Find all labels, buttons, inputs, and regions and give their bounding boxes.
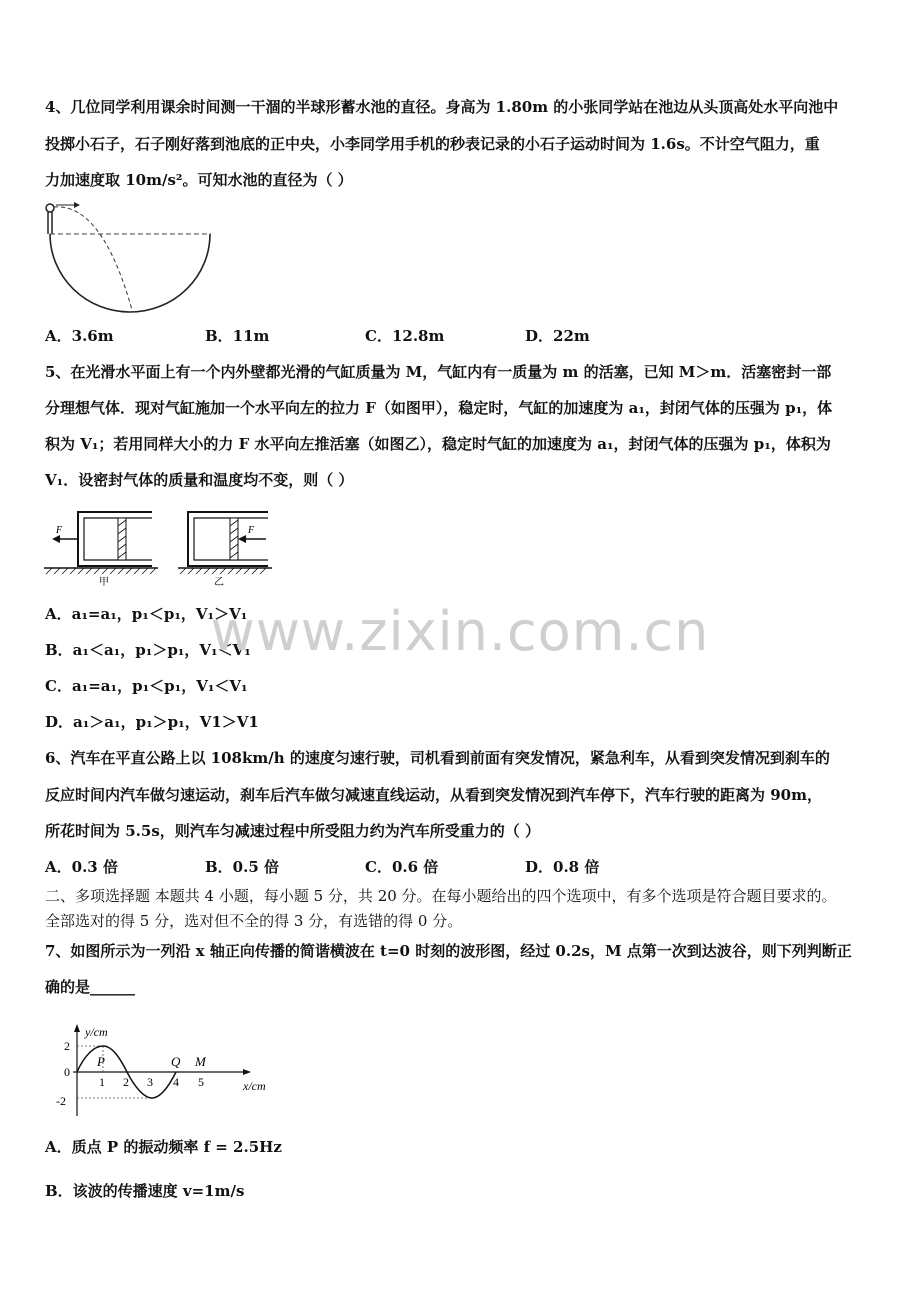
q5-option-a: A．a₁=a₁，p₁＜p₁，V₁＞V₁	[45, 605, 248, 623]
q6-option-a: A．0.3 倍	[45, 858, 118, 876]
point-q-label: Q	[171, 1054, 181, 1069]
q4-line-3: 力加速度取 10m/s²。可知水池的直径为（ ）	[45, 171, 353, 189]
x-tick-2: 2	[123, 1075, 129, 1089]
q7-line-1: 7、如图所示为一列沿 x 轴正向传播的简谐横波在 t=0 时刻的波形图，经过 0.2s，M 点第一次到达波谷，则下列判断正	[45, 942, 852, 960]
y-tick-0: 0	[64, 1065, 70, 1079]
x-axis-label: x/cm	[243, 1079, 266, 1093]
q4-line-1: 4、几位同学利用课余时间测一干涸的半球形蓄水池的直径。身高为 1.80m 的小张同学站在池边从头顶高处水平向池中	[45, 98, 839, 116]
q6-option-c: C．0.6 倍	[365, 858, 439, 876]
q5-line-2: 分理想气体．现对气缸施加一个水平向左的拉力 F（如图甲），稳定时，气缸的加速度为 a₁，封闭气体的压强为 p₁，体	[45, 399, 833, 417]
label-yi: 乙	[214, 577, 224, 588]
x-tick-1: 1	[99, 1075, 105, 1089]
q6-option-b: B．0.5 倍	[205, 858, 279, 876]
y-tick-neg2: -2	[56, 1094, 66, 1108]
q4-line-2: 投掷小石子，石子刚好落到池底的正中央，小李同学用手机的秒表记录的小石子运动时间为 1.6s。不计空气阻力，重	[45, 135, 820, 153]
q4-option-c: C．12.8m	[365, 327, 445, 345]
x-tick-4: 4	[173, 1075, 179, 1089]
q6-line-2: 反应时间内汽车做匀速运动，刹车后汽车做匀减速直线运动，从看到突发情况到汽车停下，汽车行驶的距离为 90m，	[45, 786, 822, 804]
q5-cylinder-figure	[40, 506, 280, 588]
q7-option-b: B．该波的传播速度 v=1m/s	[45, 1182, 245, 1200]
q5-line-4: V₁．设密封气体的质量和温度均不变，则（ ）	[45, 471, 354, 489]
q7-wave-figure	[55, 1020, 285, 1120]
q4-option-d: D．22m	[525, 327, 590, 345]
y-axis-label: y/cm	[85, 1025, 108, 1039]
label-jia: 甲	[99, 577, 109, 588]
point-p-label: P	[97, 1054, 105, 1069]
q5-option-d: D．a₁＞a₁，p₁＞p₁，V1＞V1	[45, 713, 259, 731]
q6-line-3: 所花时间为 5.5s，则汽车匀减速过程中所受阻力约为汽车所受重力的（ ）	[45, 822, 540, 840]
force-label-left: F	[56, 525, 63, 536]
section2-line-2: 全部选对的得 5 分，选对但不全的得 3 分，有选错的得 0 分。	[45, 912, 463, 930]
q4-option-b: B．11m	[205, 327, 270, 345]
q7-line-2: 确的是______	[45, 978, 136, 996]
point-m-label: M	[195, 1054, 206, 1069]
y-tick-2: 2	[64, 1039, 70, 1053]
q6-line-1: 6、汽车在平直公路上以 108km/h 的速度匀速行驶，司机看到前面有突发情况，紧急利车，从看到突发情况到刹车的	[45, 749, 830, 767]
q5-option-b: B．a₁＜a₁，p₁＞p₁，V₁＜V₁	[45, 641, 251, 659]
q6-option-d: D．0.8 倍	[525, 858, 600, 876]
force-label-right: F	[248, 525, 255, 536]
x-tick-5: 5	[198, 1075, 204, 1089]
q4-hemisphere-figure	[40, 198, 220, 316]
q5-line-3: 积为 V₁；若用同样大小的力 F 水平向左推活塞（如图乙），稳定时气缸的加速度为 a₁，封闭气体的压强为 p₁，体积为	[45, 435, 831, 453]
section2-line-1: 二、多项选择题 本题共 4 小题，每小题 5 分，共 20 分。在每小题给出的四个选项中，有多个选项是符合题目要求的。	[45, 887, 837, 905]
q5-line-1: 5、在光滑水平面上有一个内外壁都光滑的气缸质量为 M，气缸内有一质量为 m 的活塞，已知 M＞m．活塞密封一部	[45, 363, 832, 381]
q4-option-a: A．3.6m	[45, 327, 114, 345]
watermark: www.zixin.com.cn	[210, 600, 710, 663]
q5-option-c: C．a₁=a₁，p₁＜p₁，V₁＜V₁	[45, 677, 248, 695]
x-tick-3: 3	[147, 1075, 153, 1089]
q7-option-a: A．质点 P 的振动频率 f = 2.5Hz	[45, 1138, 282, 1156]
